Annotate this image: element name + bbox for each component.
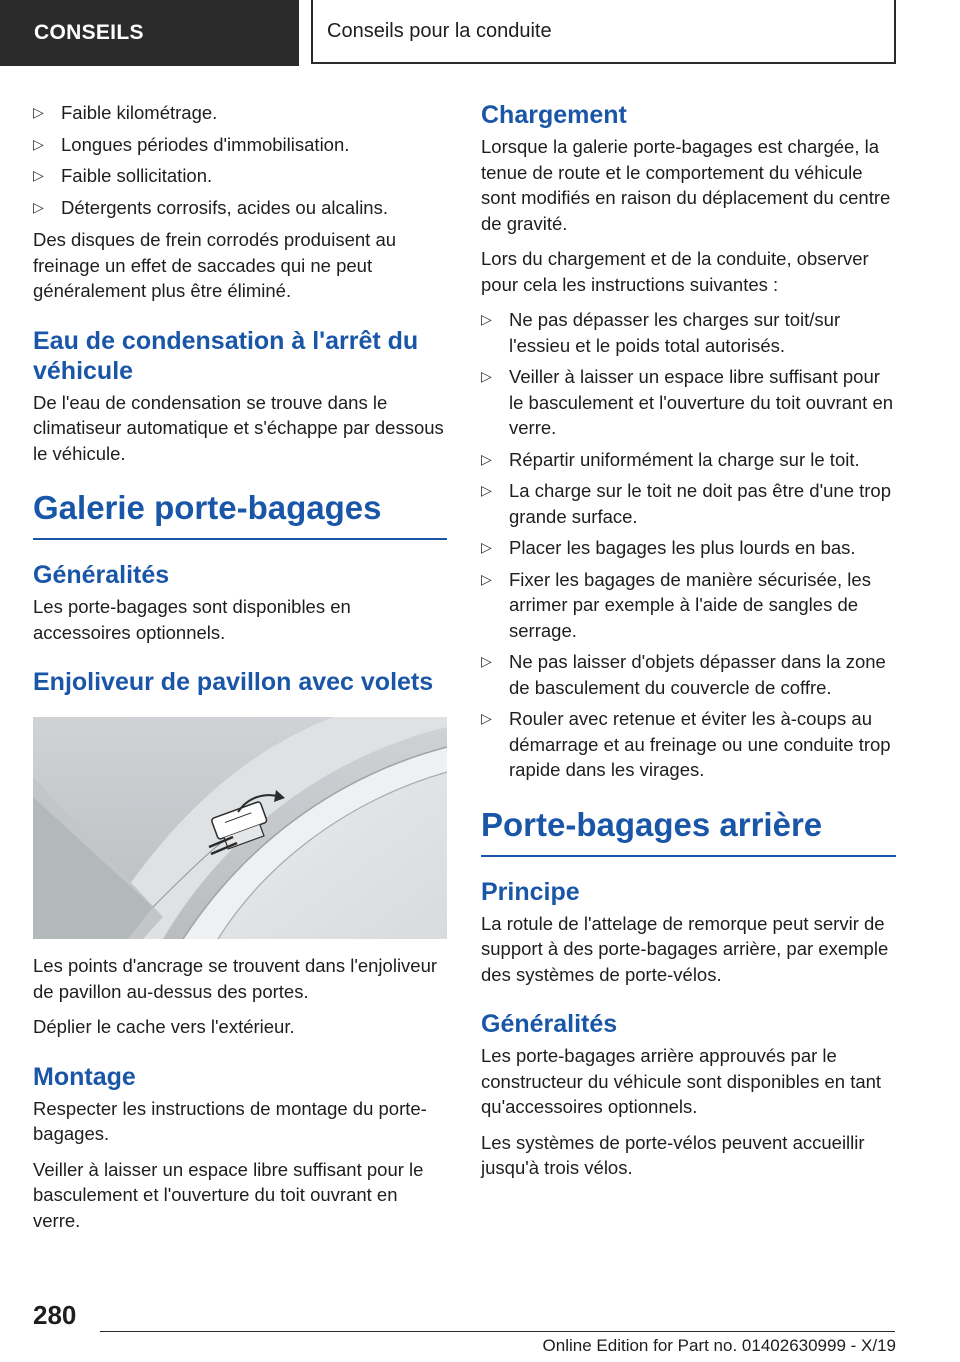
list-item: ▷ Ne pas dépasser les charges sur toit/sur l'essieu et le poids total autorisés. [481, 309, 841, 356]
list-item: ▷ Placer les bagages les plus lourds en bas. [481, 535, 896, 561]
heading-enjoliveur: Enjoliveur de pavillon avec volets [33, 668, 434, 696]
heading-generalites: Généralités [33, 561, 170, 589]
heading-chargement: Chargement [481, 101, 627, 129]
footer-divider [100, 1331, 895, 1332]
triangle-right-icon: ▷ [481, 368, 492, 384]
list-item: ▷ Répartir uniformément la charge sur le toit. [481, 447, 896, 473]
triangle-right-icon: ▷ [481, 710, 492, 726]
list-item: ▷ Veiller à laisser un espace libre suffisant pour le basculement et l'ouverture du toit ouvrant en verre. [481, 366, 894, 438]
triangle-right-icon: ▷ [481, 482, 492, 498]
chapter-title: Conseils pour la conduite [311, 0, 896, 64]
heading-condensation: Eau de condensation à l'arrêt du véhicule [33, 326, 419, 385]
section-heading-arriere [481, 805, 896, 857]
paragraph-generalites-2b: Les systèmes de porte-vélos peuvent accueillir jusqu'à trois vélos. [481, 1131, 865, 1178]
bullet-list-top [33, 100, 447, 220]
heading-porte-bagages-arriere: Porte-bagages arrière [481, 805, 823, 843]
paragraph-principe: La rotule de l'attelage de remorque peut servir de support à des porte-bagages arrière, par exemple des systèmes de porte-vélos. [481, 912, 889, 985]
list-item: ▷ Longues périodes d'immobilisation. [33, 132, 447, 158]
triangle-right-icon: ▷ [33, 198, 44, 215]
right-column [481, 100, 896, 1191]
footer-edition: Online Edition for Part no. 01402630999 - X/19 [542, 1336, 896, 1355]
list-item: ▷ Fixer les bagages de manière sécurisée, les arrimer par exemple à l'aide de sangles de serrage. [481, 568, 871, 641]
triangle-right-icon: ▷ [481, 450, 492, 467]
paragraph-generalites-2a: Les porte-bagages arrière approuvés par le constructeur du véhicule sont disponibles en tant qu'accessoires optionnels. [481, 1045, 882, 1117]
paragraph-chargement-2: Lors du chargement et de la conduite, observer pour cela les instructions suivantes : [481, 248, 869, 295]
triangle-right-icon: ▷ [481, 653, 492, 669]
paragraph-anchor-points: Les points d'ancrage se trouvent dans l'enjoliveur de pavillon au-dessus des portes. [33, 955, 438, 1002]
list-item: ▷ Ne pas laisser d'objets dépasser dans la zone de basculement du couvercle de coffre. [481, 651, 886, 698]
list-item: ▷ Détergents corrosifs, acides ou alcalins. [33, 195, 447, 221]
heading-montage: Montage [33, 1062, 136, 1091]
page-number: 280 [33, 1300, 77, 1330]
paragraph-brakes: Des disques de frein corrodés produisent au freinage un effet de saccades qui ne peut généralement plus être éliminé. [33, 229, 397, 301]
paragraph-deplier: Déplier le cache vers l'extérieur. [33, 1016, 295, 1037]
triangle-right-icon: ▷ [33, 167, 44, 183]
triangle-right-icon: ▷ [33, 135, 44, 152]
section-heading-galerie [33, 488, 447, 540]
triangle-right-icon: ▷ [481, 311, 492, 327]
paragraph-montage-2: Veiller à laisser un espace libre suffisant pour le basculement et l'ouverture du toit ouvrant en verre. [33, 1158, 424, 1231]
triangle-right-icon: ▷ [481, 570, 492, 587]
paragraph-montage-1: Respecter les instructions de montage du porte-bagages. [33, 1097, 427, 1144]
paragraph-chargement-1: Lorsque la galerie porte-bagages est chargée, la tenue de route et le comportement du véhicule sont modifiés en raison du déplacement du centre de gravité. [481, 136, 891, 234]
roof-rail-illustration [33, 717, 447, 939]
heading-generalites-2: Généralités [481, 1010, 618, 1038]
heading-principe: Principe [481, 877, 580, 906]
roof-illustration-svg [33, 717, 447, 939]
list-item: ▷ La charge sur le toit ne doit pas être d'une trop grande surface. [481, 480, 891, 527]
paragraph-generalites: Les porte-bagages sont disponibles en accessoires optionnels. [33, 596, 351, 643]
bullet-list-loading [481, 307, 896, 783]
heading-galerie: Galerie porte-bagages [33, 489, 382, 526]
list-item: ▷ Rouler avec retenue et éviter les à-coups au démarrage et au freinage ou une conduite trop rapide dans les virages. [481, 708, 891, 780]
list-item: ▷ Faible sollicitation. [33, 163, 447, 189]
triangle-right-icon: ▷ [481, 539, 492, 555]
paragraph-condensation: De l'eau de condensation se trouve dans le climatiseur automatique et s'échappe par dessous le véhicule. [33, 391, 444, 464]
triangle-right-icon: ▷ [33, 104, 44, 120]
list-item: ▷ Faible kilométrage. [33, 100, 447, 126]
left-column [33, 100, 447, 1243]
section-tab: CONSEILS [0, 0, 299, 66]
